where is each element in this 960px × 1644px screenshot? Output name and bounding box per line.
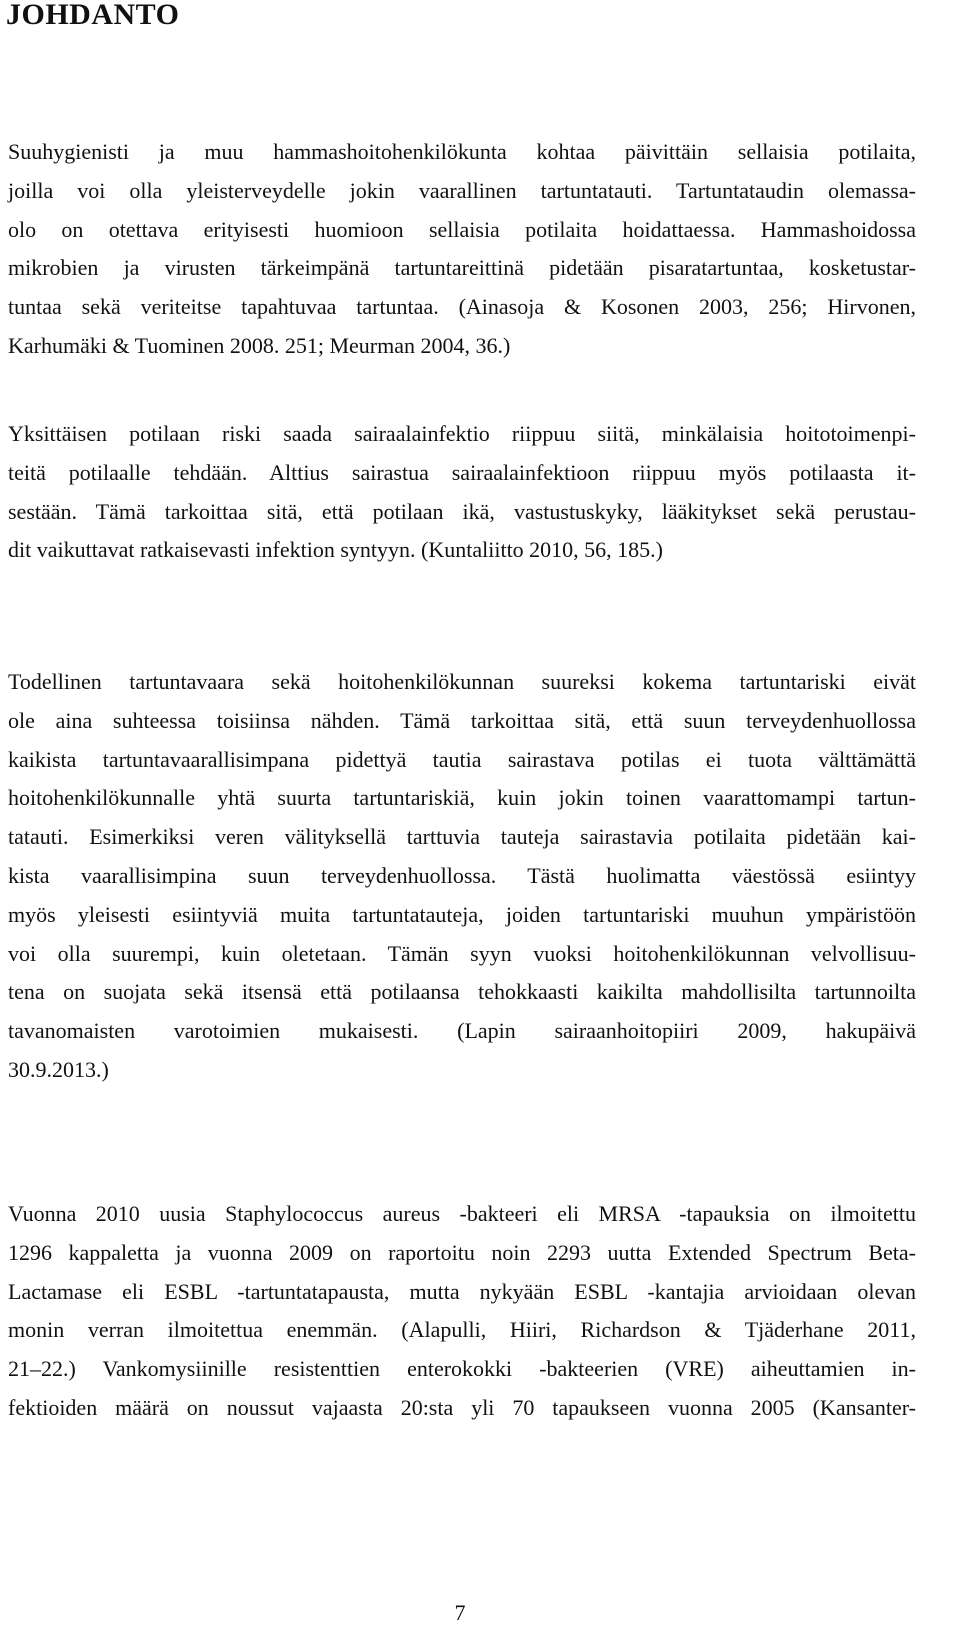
paragraph-3 bbox=[8, 663, 916, 1090]
text-line: joilla voi olla yleisterveydelle jokin vaarallinen tartuntatauti. Tartuntataudin olemassa- bbox=[8, 177, 916, 203]
text-line: monin verran ilmoitettua enemmän. (Alapulli, Hiiri, Richardson & Tjäderhane 2011, bbox=[8, 1317, 916, 1343]
text-line: Yksittäisen potilaan riski saada sairaalainfektio riippuu siitä, minkälaisia hoitotoimenpi- bbox=[8, 421, 916, 446]
paragraph-4 bbox=[8, 1195, 916, 1428]
paragraph-2 bbox=[8, 415, 916, 570]
text-line: tatauti. Esimerkiksi veren välityksellä tarttuvia tauteja sairastavia potilaita pidetään kai- bbox=[8, 824, 916, 850]
text-line: voi olla suurempi, kuin oletetaan. Tämän syyn vuoksi hoitohenkilökunnan velvollisuu- bbox=[8, 940, 916, 966]
section-heading: JOHDANTO bbox=[6, 0, 180, 31]
text-line: mikrobien ja virusten tärkeimpänä tartuntareittinä pidetään pisaratartuntaa, kosketustar- bbox=[8, 255, 916, 281]
text-line: Lactamase eli ESBL -tartuntatapausta, mutta nykyään ESBL -kantajia arvioidaan olevan bbox=[8, 1278, 916, 1304]
text-line: ole aina suhteessa toisiinsa nähden. Tämä tarkoittaa sitä, että suun terveydenhuollossa bbox=[8, 707, 916, 733]
text-line: hoitohenkilökunnalle yhtä suurta tartuntariskiä, kuin jokin toinen vaarattomampi tartun- bbox=[8, 785, 916, 811]
text-line: Suuhygienisti ja muu hammashoitohenkilökunta kohtaa päivittäin sellaisia potilaita, bbox=[8, 139, 916, 164]
text-line: 21–22.) Vankomysiinille resistenttien enterokokki -bakteerien (VRE) aiheuttamien in- bbox=[8, 1356, 916, 1382]
text-line: olo on otettava erityisesti huomioon sellaisia potilaita hoidattaessa. Hammashoidossa bbox=[8, 216, 916, 242]
text-line: sestään. Tämä tarkoittaa sitä, että potilaan ikä, vastustuskyky, lääkitykset sekä perustau- bbox=[8, 498, 916, 524]
text-line: Vuonna 2010 uusia Staphylococcus aureus -bakteeri eli MRSA -tapauksia on ilmoitettu bbox=[8, 1201, 916, 1226]
text-line: myös yleisesti esiintyviä muita tartuntatauteja, joiden tartuntariski muuhun ympäristöön bbox=[8, 901, 916, 927]
text-line: 1296 kappaletta ja vuonna 2009 on raportoitu noin 2293 uutta Extended Spectrum Beta- bbox=[8, 1239, 916, 1265]
text-line: Todellinen tartuntavaara sekä hoitohenkilökunnan suureksi kokema tartuntariski eivät bbox=[8, 669, 916, 694]
text-line: tavanomaisten varotoimien mukaisesti. (Lapin sairaanhoitopiiri 2009, hakupäivä bbox=[8, 1018, 916, 1044]
text-line: fektioiden määrä on noussut vajaasta 20:sta yli 70 tapaukseen vuonna 2005 (Kansanter- bbox=[8, 1394, 916, 1420]
text-line: tuntaa sekä veriteitse tapahtuvaa tartuntaa. (Ainasoja & Kosonen 2003, 256; Hirvonen, bbox=[8, 294, 916, 320]
text-line: dit vaikuttavat ratkaisevasti infektion syntyyn. (Kuntaliitto 2010, 56, 185.) bbox=[8, 537, 664, 563]
page-number: 7 bbox=[454, 1600, 466, 1625]
paragraph-1 bbox=[8, 133, 916, 366]
text-line: kaikista tartuntavaarallisimpana pidettyä tautia sairastava potilas ei tuota välttämättä bbox=[8, 746, 916, 772]
text-line: kista vaarallisimpina suun terveydenhuollossa. Tästä huolimatta väestössä esiintyy bbox=[8, 862, 916, 888]
text-line: tena on suojata sekä itsensä että potilaansa tehokkaasti kaikilta mahdollisilta tartunnoilta bbox=[8, 979, 916, 1005]
text-line: 30.9.2013.) bbox=[8, 1056, 109, 1082]
text-line: teitä potilaalle tehdään. Alttius sairastua sairaalainfektioon riippuu myös potilaasta it- bbox=[8, 459, 916, 485]
text-line: Karhumäki & Tuominen 2008. 251; Meurman 2004, 36.) bbox=[8, 332, 511, 358]
